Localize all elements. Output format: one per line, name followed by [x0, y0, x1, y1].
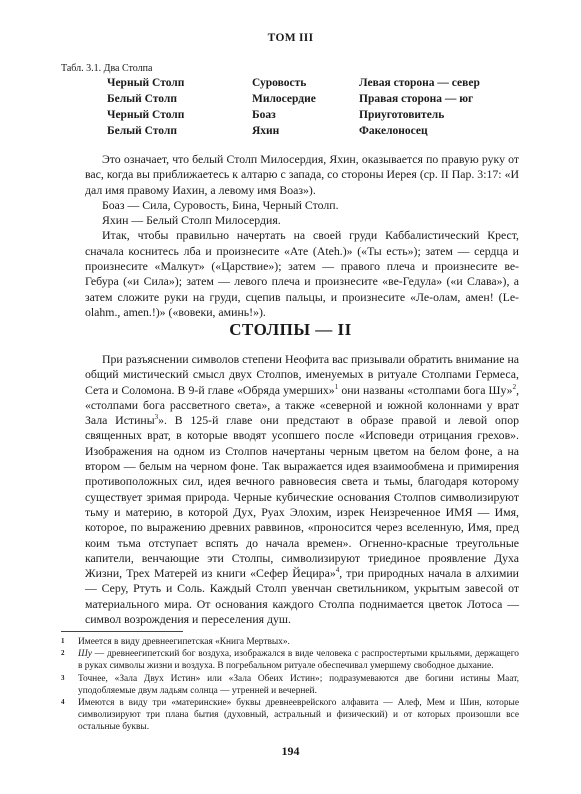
paragraph: Итак, чтобы правильно начертать на своей груди Каббалистический Крест, сначала коснитесь лба и произнесите «Ате (Ateh.)» («Ты есть»); затем — сердца и произнесите «Малкут» («Царствие»); затем — правого плеча и произнесите ве-Гебура («и Сила»); затем — левого плеча и произнесите «ве-Гедула» («и Слава»), а затем сложите руки на груди, сцепив пальцы, и произнесите «Ле-олам, амен! (Le- olahm., amen.!)» («вовеки, аминь!»).: [85, 228, 519, 319]
footnote-ref: 3: [154, 413, 159, 422]
footnote-number: 1: [61, 637, 65, 645]
footnote-text: [70, 648, 519, 672]
footnote-text: Имеется в виду древнеегипетская «Книга Мертвых».: [78, 637, 290, 647]
table-row: [107, 75, 480, 91]
table-cell: Суровость: [252, 77, 307, 89]
table-cell: Милосердие: [252, 93, 316, 105]
table-row: [107, 107, 480, 123]
table-cell: Белый Столп: [107, 93, 177, 105]
text-run: они названы «столпами бога Шу»: [338, 382, 513, 397]
footnotes: [61, 636, 519, 734]
table-cell: Приуготовитель: [359, 109, 445, 121]
footnote-number: 3: [61, 673, 65, 682]
section-title: СТОЛПЫ — II: [229, 320, 352, 339]
footnote: [61, 636, 519, 648]
footnote-ref: 1: [334, 382, 339, 391]
table-cell: Правая сторона — юг: [359, 93, 474, 105]
text-run: , три природных начала в алхимии — Серу, Ртуть и Соль. Каждый Столп увенчан светильником, укрытым завесой от материального мира. От основания каждого Столпа поднимается цветок Лотоса — символ возрождения и переселения душ.: [85, 566, 519, 627]
footnote-term: Шу: [78, 649, 92, 660]
text-run: ». В 125-й главе они предстают в образе правой и левой опор священных врат, в которые вводят усопшего после «Исповеди отрицания грехов». Изображения на одном из Столпов начертаны черным цветом на белом фоне, а на втором — белым на черном фоне. Так выражается идея взаимообмена и примирения противоположных сил, идея вечного равновесия света и тьмы, благодаря которому существует зримая природа. Черные кубические основания Столпов символизируют тьму и материю, в которой Дух, Руах Элохим, изрек Неизреченное ИМЯ — Имя, которое, по выражению древних раввинов, «проносится через вселенную, Имя, пред коим тьма отступает вспять до начала времен». Огненно-красные треугольные капители, венчающие эти Столпы, символизируют триединое проявление Духа Жизни, Трех Матерей из книги «Сефер Йецира»: [85, 413, 519, 581]
text-run: — древнеегипетский бог воздуха, изображался в виде человека с распростертыми крыльями, держащего в руках символы жизни и воздуха. В погребальном ритуале обеспечивал умершему свободное дыхание.: [78, 649, 519, 672]
pillars-table: [107, 75, 480, 139]
main-text-block: [85, 352, 519, 627]
table-row: [107, 91, 480, 107]
footnote: [61, 697, 519, 734]
table-row: [107, 123, 480, 139]
footnote-number: 2: [61, 649, 65, 658]
footnote: [61, 648, 519, 672]
footnote-text: Точнее, «Зала Двух Истин» или «Зала Обеих Истин»; подразумеваются две богини истины Маат, уподобляемые двум ладьям солнца — утренней и вечерней.: [78, 673, 519, 696]
table-cell: Черный Столп: [107, 77, 185, 89]
table-cell: Яхин: [252, 125, 280, 137]
footnote: [61, 673, 519, 697]
running-head: ТОМ III: [267, 32, 314, 44]
paragraph: Яхин — Белый Столп Милосердия.: [102, 213, 281, 228]
page-number: 194: [281, 744, 300, 758]
footnote-ref: 4: [335, 566, 340, 575]
footnote-text: Имеются в виду три «материнские» буквы древнееврейского алфавита — Алеф, Мем и Шин, которые символизируют три плана бытия (духовный, астральный и физический) и от которых произошли все остальные буквы.: [78, 698, 519, 733]
paragraph: Боаз — Сила, Суровость, Бина, Черный Столп.: [102, 197, 339, 212]
table-cell: Левая сторона — север: [359, 77, 480, 89]
table-cell: Белый Столп: [107, 125, 177, 137]
footnote-divider: [61, 631, 183, 632]
text-run: При разъяснении символов степени Неофита вас призывали обратить внимание на общий мистический смысл двух Столпов, именуемых в ритуале Столпами Гермеса, Сета и Соломона. В 9-й главе «Обряда умерших»: [85, 352, 519, 397]
table-cell: Факелоносец: [359, 125, 428, 137]
table-cell: Черный Столп: [107, 109, 185, 121]
footnote-ref: 2: [512, 382, 517, 391]
paragraph: Это означает, что белый Столп Милосердия, Яхин, оказывается по правую руку от вас, когда вы приближаетесь к алтарю с запада, со стороны Иерея (ср. II Пар. 3:17: «И дал имя правому Иахин, а левому имя Воаз»).: [85, 152, 519, 197]
table-cell: Боаз: [252, 109, 276, 121]
paragraph: [85, 352, 519, 627]
table-caption: Табл. 3.1. Два Столпа: [61, 63, 153, 74]
text-run: , «столпами бога рассветного света», а также «северной и южной колоннами у врат Зала Истины: [85, 382, 520, 428]
intro-text-block: [85, 152, 519, 320]
footnote-number: 4: [61, 698, 65, 707]
